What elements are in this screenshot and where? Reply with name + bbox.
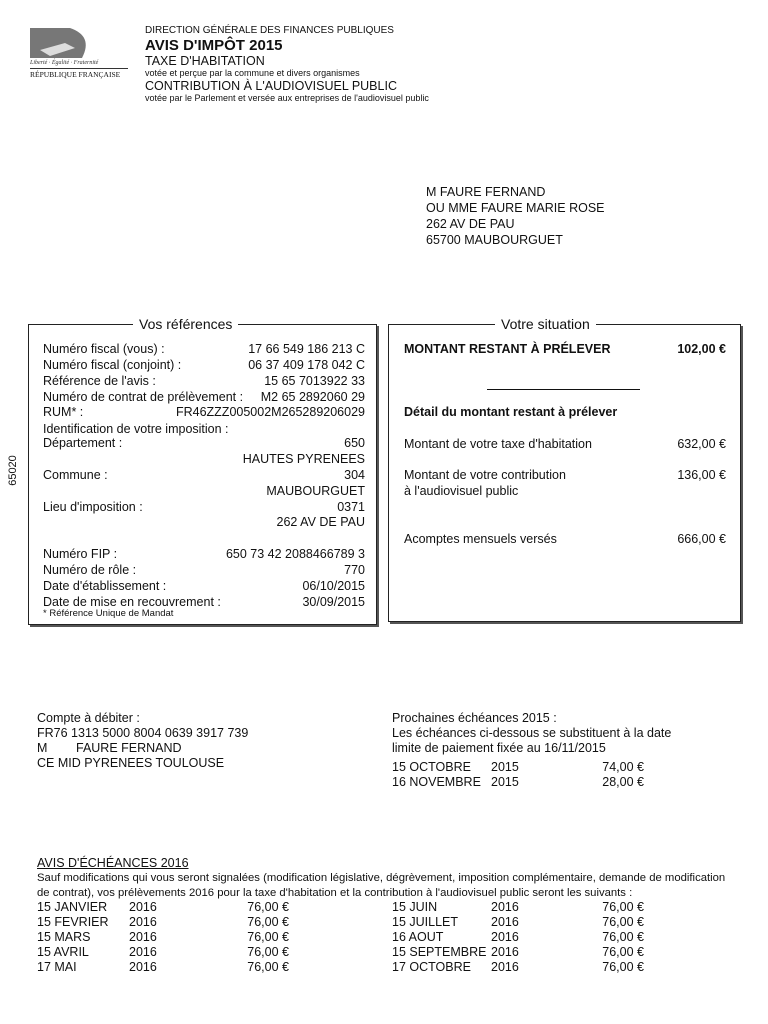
reference-label: Lieu d'imposition : bbox=[43, 500, 143, 514]
reference-value: 06/10/2015 bbox=[302, 579, 365, 593]
detail-label: Montant de votre contribution bbox=[404, 468, 566, 482]
account-iban: FR76 1313 5000 8004 0639 3917 739 bbox=[37, 726, 249, 740]
reference-value: 17 66 549 186 213 C bbox=[248, 342, 365, 356]
address-line: M FAURE FERNAND bbox=[426, 185, 546, 199]
reference-value: FR46ZZZ005002M265289206029 bbox=[175, 405, 365, 419]
account-bank: CE MID PYRENEES TOULOUSE bbox=[37, 756, 225, 770]
tax-title: TAXE D'HABITATION bbox=[145, 54, 265, 68]
next-title: Prochaines échéances 2015 : bbox=[392, 711, 557, 725]
reference-value: 650 73 42 2088466789 3 bbox=[225, 547, 365, 561]
reference-label: RUM* : bbox=[43, 405, 84, 419]
contribution-title: CONTRIBUTION À L'AUDIOVISUEL PUBLIC bbox=[145, 79, 397, 93]
account-title: Compte à débiter : bbox=[37, 711, 140, 725]
schedule-date: 15 JANVIER bbox=[37, 900, 108, 914]
reference-value: 0371 bbox=[337, 500, 365, 514]
reference-label: Département : bbox=[43, 436, 123, 450]
schedule-amount: 76,00 € bbox=[247, 930, 289, 944]
address-line: 65700 MAUBOURGUET bbox=[426, 233, 563, 247]
situation-title: Votre situation bbox=[495, 316, 596, 332]
schedule-year: 2016 bbox=[491, 900, 519, 914]
schedule-amount: 76,00 € bbox=[602, 945, 644, 959]
reference-label: Référence de l'avis : bbox=[43, 374, 156, 388]
reference-label: Numéro FIP : bbox=[43, 547, 118, 561]
reference-value: 30/09/2015 bbox=[302, 595, 365, 609]
account-holder: FAURE FERNAND bbox=[76, 741, 182, 755]
next-date: 15 OCTOBRE bbox=[392, 760, 471, 774]
address-line: OU MME FAURE MARIE ROSE bbox=[426, 201, 605, 215]
reference-value: 06 37 409 178 042 C bbox=[248, 358, 365, 372]
reference-label: Numéro fiscal (vous) : bbox=[43, 342, 165, 356]
detail-value: 666,00 € bbox=[677, 532, 726, 546]
reference-value: 262 AV DE PAU bbox=[276, 515, 365, 529]
reference-label: Numéro fiscal (conjoint) : bbox=[43, 358, 182, 372]
schedule-year: 2016 bbox=[491, 930, 519, 944]
reference-value: 770 bbox=[344, 563, 365, 577]
marianne-logo-icon bbox=[30, 28, 128, 58]
schedule-amount: 76,00 € bbox=[602, 930, 644, 944]
schedule-amount: 76,00 € bbox=[247, 900, 289, 914]
remaining-amount-label: MONTANT RESTANT À PRÉLEVER bbox=[404, 342, 611, 356]
next-year: 2015 bbox=[491, 760, 519, 774]
schedule-date: 15 AVRIL bbox=[37, 945, 89, 959]
schedule-year: 2016 bbox=[129, 900, 157, 914]
divider bbox=[487, 389, 640, 390]
next-note: limite de paiement fixée au 16/11/2015 bbox=[392, 741, 606, 755]
reference-value: MAUBOURGUET bbox=[266, 484, 365, 498]
schedule-date: 17 OCTOBRE bbox=[392, 960, 471, 974]
logo-motto: Liberté · Égalité · Fraternité bbox=[30, 60, 99, 66]
schedule-year: 2016 bbox=[129, 945, 157, 959]
schedule-year: 2016 bbox=[129, 930, 157, 944]
address-line: 262 AV DE PAU bbox=[426, 217, 515, 231]
detail-value: 632,00 € bbox=[677, 437, 726, 451]
schedule-date: 15 SEPTEMBRE bbox=[392, 945, 487, 959]
republique-francaise-logo bbox=[30, 28, 128, 84]
schedule-year: 2016 bbox=[491, 960, 519, 974]
detail-label: Montant de votre taxe d'habitation bbox=[404, 437, 592, 451]
account-holder-prefix: M bbox=[37, 741, 48, 755]
page-title: AVIS D'IMPÔT 2015 bbox=[145, 37, 283, 54]
footnote: * Référence Unique de Mandat bbox=[43, 608, 174, 619]
next-amount: 74,00 € bbox=[602, 760, 644, 774]
direction-label: DIRECTION GÉNÉRALE DES FINANCES PUBLIQUES bbox=[145, 25, 394, 36]
reference-value: 650 bbox=[344, 436, 365, 450]
next-date: 16 NOVEMBRE bbox=[392, 775, 481, 789]
schedule-year: 2016 bbox=[129, 915, 157, 929]
detail-value: 136,00 € bbox=[677, 468, 726, 482]
reference-value: M2 65 2892060 29 bbox=[260, 390, 365, 404]
schedule-date: 17 MAI bbox=[37, 960, 77, 974]
schedule-amount: 76,00 € bbox=[247, 960, 289, 974]
reference-label: Date d'établissement : bbox=[43, 579, 167, 593]
schedule-title: AVIS D'ÉCHÉANCES 2016 bbox=[37, 856, 189, 870]
schedule-amount: 76,00 € bbox=[602, 960, 644, 974]
reference-label: Identification de votre imposition : bbox=[43, 422, 229, 436]
schedule-date: 16 AOUT bbox=[392, 930, 444, 944]
schedule-date: 15 MARS bbox=[37, 930, 91, 944]
next-amount: 28,00 € bbox=[602, 775, 644, 789]
detail-label: à l'audiovisuel public bbox=[404, 484, 519, 498]
schedule-note: de contrat), vos prélèvements 2016 pour la taxe d'habitation et la contribution à l'audiovisuel public seront les suivants : bbox=[37, 887, 633, 899]
contribution-note: votée par le Parlement et versée aux entreprises de l'audiovisuel public bbox=[145, 93, 429, 103]
tax-note: votée et perçue par la commune et divers organismes bbox=[145, 68, 360, 78]
schedule-amount: 76,00 € bbox=[602, 900, 644, 914]
schedule-year: 2016 bbox=[129, 960, 157, 974]
detail-label: Acomptes mensuels versés bbox=[404, 532, 557, 546]
schedule-note: Sauf modifications qui vous seront signalées (modification législative, dégrèvement, imposition complémentaire, demande de modification bbox=[37, 872, 726, 884]
logo-name: RÉPUBLIQUE FRANÇAISE bbox=[30, 70, 121, 79]
side-code: 65020 bbox=[6, 455, 19, 486]
schedule-year: 2016 bbox=[491, 945, 519, 959]
reference-value: 304 bbox=[344, 468, 365, 482]
reference-value: 15 65 7013922 33 bbox=[264, 374, 365, 388]
next-year: 2015 bbox=[491, 775, 519, 789]
reference-value: HAUTES PYRENEES bbox=[242, 452, 365, 466]
schedule-amount: 76,00 € bbox=[247, 945, 289, 959]
reference-label: Numéro de rôle : bbox=[43, 563, 137, 577]
reference-label: Numéro de contrat de prélèvement : bbox=[43, 390, 244, 404]
schedule-date: 15 JUIN bbox=[392, 900, 438, 914]
reference-label: Commune : bbox=[43, 468, 108, 482]
next-note: Les échéances ci-dessous se substituent à la date bbox=[392, 726, 672, 740]
references-title: Vos références bbox=[133, 316, 238, 332]
schedule-amount: 76,00 € bbox=[602, 915, 644, 929]
schedule-amount: 76,00 € bbox=[247, 915, 289, 929]
schedule-year: 2016 bbox=[491, 915, 519, 929]
schedule-date: 15 JUILLET bbox=[392, 915, 459, 929]
schedule-date: 15 FEVRIER bbox=[37, 915, 109, 929]
remaining-amount-value: 102,00 € bbox=[677, 342, 726, 356]
detail-title: Détail du montant restant à prélever bbox=[404, 405, 618, 419]
reference-label: Date de mise en recouvrement : bbox=[43, 595, 221, 609]
